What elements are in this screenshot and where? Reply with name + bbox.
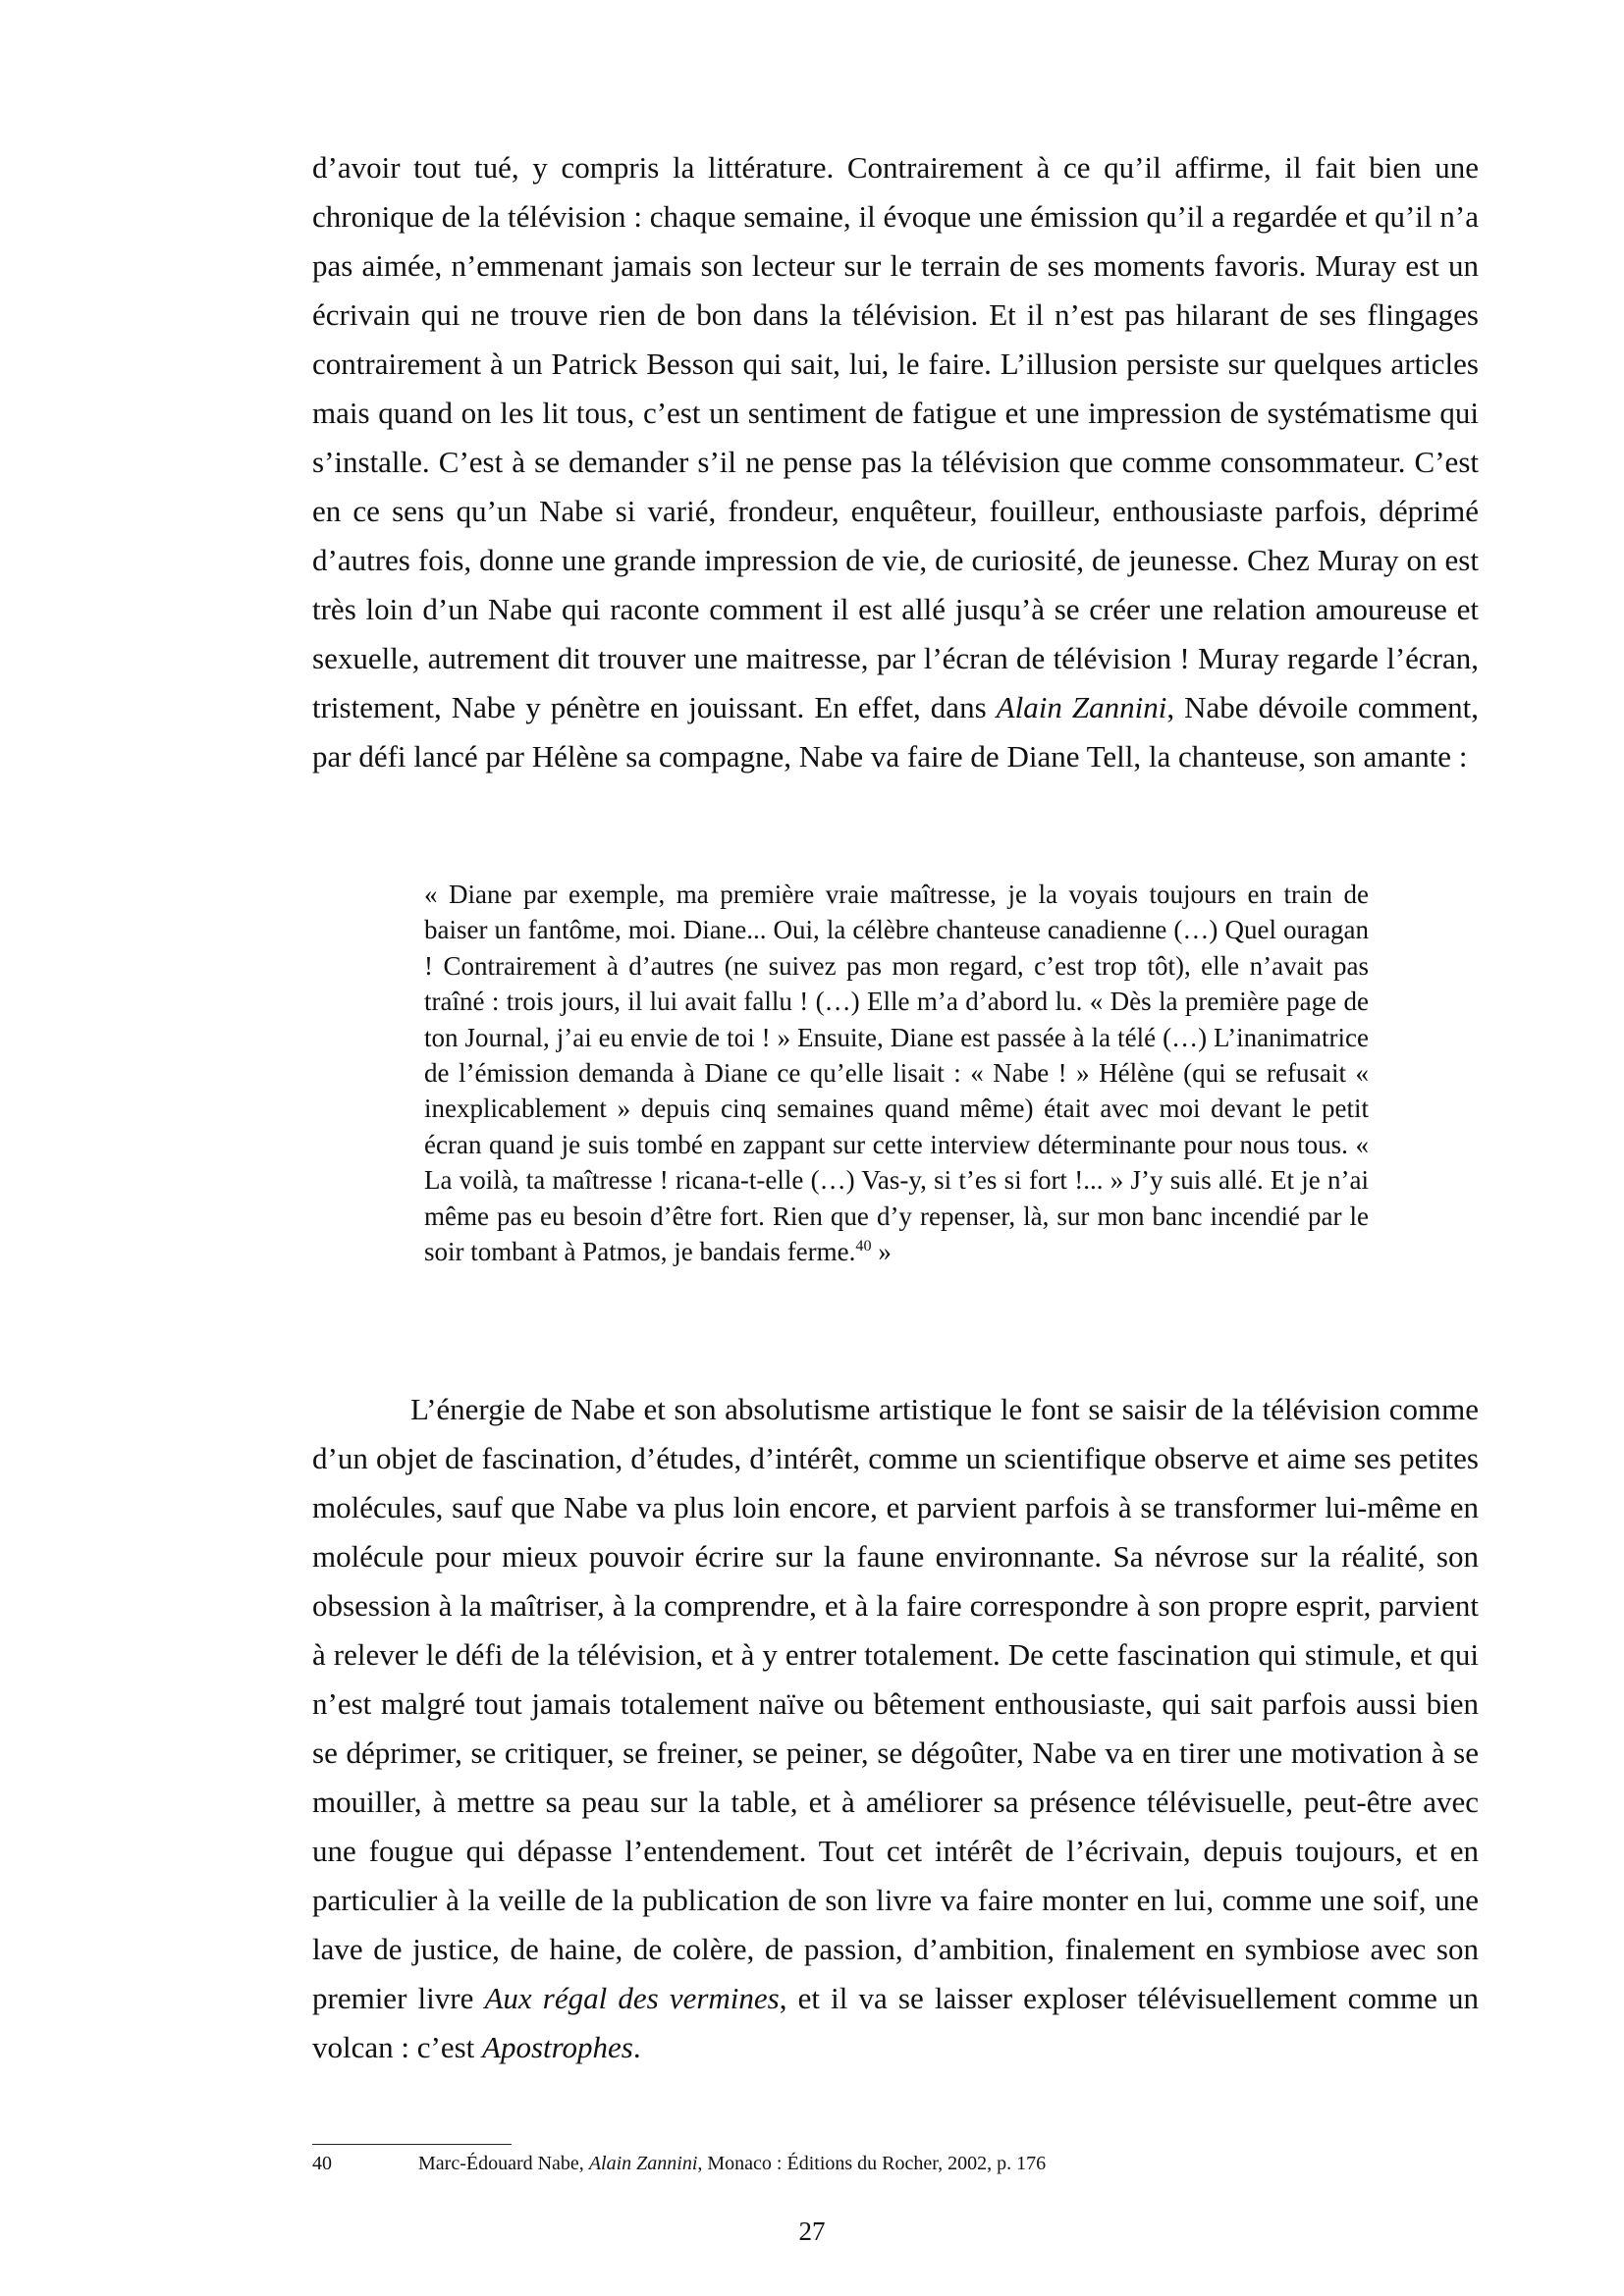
footnote-publication: , Monaco : Éditions du Rocher, 2002, p. 176 [697, 2153, 1047, 2174]
page-number: 27 [798, 2216, 826, 2246]
footnote-reference: 40 [855, 1237, 872, 1255]
paragraph-1-text-a: d’avoir tout tué, y compris la littérature. Contrairement à ce qu’il affirme, il fait bien une chronique de la télévision : chaque semaine, il évoque une émission qu’il a regardée et qu’il n’a pas aimée, n’emmenant jamais son lecteur sur le terrain de ses moments favoris. Muray est un écrivain qui ne trouve rien de bon dans la télévision. Et il n’est pas hilarant de ses flingages contrairement à un Patrick Besson qui sait, lui, le faire. L’illusion persiste sur quelques articles mais quand on les lit tous, c’est un sentiment de fatigue et une impression de systématisme qui s’installe. C’est à se demander s’il ne pense pas la télévision que comme consommateur. C’est en ce sens qu’un Nabe si varié, frondeur, enquêteur, fouilleur, enthousiaste parfois, déprimé d’autres fois, donne une grande impression de vie, de curiosité, de jeunesse. Chez Muray on est très loin d’un Nabe qui raconte comment il est allé jusqu’à se créer une relation amoureuse et sexuelle, autrement dit trouver une maitresse, par l’écran de télévision ! Muray regarde l’écran, tristement, Nabe y pénètre en jouissant. En effet, dans [312, 150, 1479, 724]
paragraph-1-text-b: , Nabe dévoile comment, par défi lancé par Hélène sa compagne, Nabe va faire de Diane Tell, la chanteuse, son amante : [312, 690, 1479, 774]
footnote-title: Alain Zannini [588, 2153, 698, 2174]
paragraph-2-italic-show-title: Apostrophes [482, 2030, 633, 2064]
body-paragraph-1 [312, 143, 1479, 781]
footnote-author: Marc-Édouard Nabe, [418, 2153, 589, 2174]
paragraph-2-text-c: . [632, 2030, 641, 2064]
block-quotation [424, 877, 1369, 1269]
footnote-separator [312, 2144, 512, 2145]
paragraph-2-italic-book-title: Aux régal des vermines [484, 1981, 780, 2015]
paragraph-2-text-b: , et il va se laisser exploser télévisuellement comme un volcan : c’est [312, 1981, 1479, 2064]
quotation-closing-mark: » [871, 1237, 892, 1267]
paragraph-1-italic-title: Alain Zannini [996, 690, 1167, 724]
body-paragraph-2 [312, 1385, 1479, 2072]
paragraph-2-text-a: L’énergie de Nabe et son absolutisme artistique le font se saisir de la télévision comme d’un objet de fascination, d’études, d’intérêt, comme un scientifique observe et aime ses petites molécules, sauf que Nabe va plus loin encore, et parvient parfois à se transformer lui-même en molécule pour mieux pouvoir écrire sur la faune environnante. Sa névrose sur la réalité, son obsession à la maîtriser, à la comprendre, et à la faire correspondre à son propre esprit, parvient à relever le défi de la télévision, et à y entrer totalement. De cette fascination qui stimule, et qui n’est malgré tout jamais totalement naïve ou bêtement enthousiaste, qui sait parfois aussi bien se déprimer, se critiquer, se freiner, se peiner, se dégoûter, Nabe va en tirer une motivation à se mouiller, à mettre sa peau sur la table, et à améliorer sa présence télévisuelle, peut-être avec une fougue qui dépasse l’entendement. Tout cet intérêt de l’écrivain, depuis toujours, et en particulier à la veille de la publication de son livre va faire monter en lui, comme une soif, une lave de justice, de haine, de colère, de passion, d’ambition, finalement en symbiose avec son premier livre [312, 1392, 1479, 2015]
footnote [312, 2150, 1479, 2177]
footnote-number: 40 [312, 2153, 332, 2174]
quotation-text: « Diane par exemple, ma première vraie maîtresse, je la voyais toujours en train de baiser un fantôme, moi. Diane... Oui, la célèbre chanteuse canadienne (…) Quel ouragan ! Contrairement à d’autres (ne suivez pas mon regard, c’est trop tôt), elle n’avait pas traîné : trois jours, il lui avait fallu ! (…) Elle m’a d’abord lu. « Dès la première page de ton Journal, j’ai eu envie de toi ! » Ensuite, Diane est passée à la télé (…) L’inanimatrice de l’émission demanda à Diane ce qu’elle lisait : « Nabe ! » Hélène (qui se refusait « inexplicablement » depuis cinq semaines quand même) était avec moi devant le petit écran quand je suis tombé en zappant sur cette interview déterminante pour nous tous. « La voilà, ta maîtresse ! ricana-t-elle (…) Vas-y, si t’es si fort !... » J’y suis allé. Et je n’ai même pas eu besoin d’être fort. Rien que d’y repenser, là, sur mon banc incendié par le soir tombant à Patmos, je bandais ferme. [424, 880, 1369, 1267]
